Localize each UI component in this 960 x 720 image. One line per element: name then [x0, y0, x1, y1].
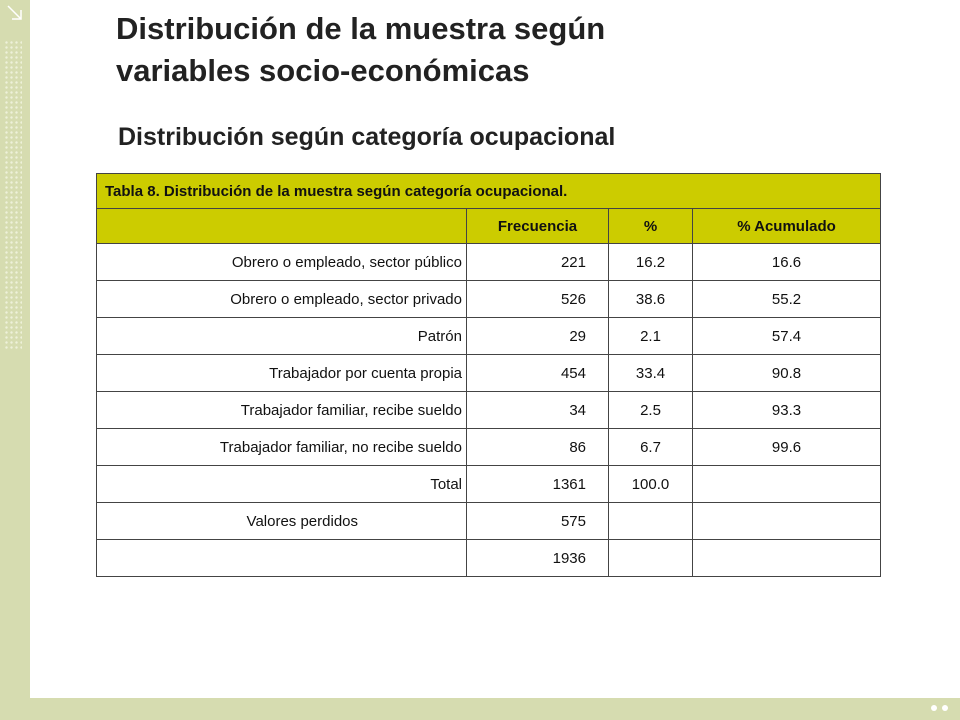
- frequency-cell: 86: [467, 429, 609, 466]
- column-header-frequency: Frecuencia: [467, 209, 609, 244]
- percent-cell: 100.0: [609, 466, 693, 503]
- table-row-grand-total: [97, 540, 881, 577]
- cumulative-cell: 57.4: [693, 318, 881, 355]
- column-header-percent: %: [609, 209, 693, 244]
- cumulative-cell: 99.6: [693, 429, 881, 466]
- table-caption: Tabla 8. Distribución de la muestra según categoría ocupacional.: [97, 174, 881, 209]
- frequency-cell: 34: [467, 392, 609, 429]
- frequency-cell: 221: [467, 244, 609, 281]
- cumulative-cell: [693, 466, 881, 503]
- percent-cell: 6.7: [609, 429, 693, 466]
- occupational-category-table: [96, 173, 881, 577]
- slide-title: [116, 8, 605, 92]
- category-cell: Trabajador familiar, recibe sueldo: [97, 392, 467, 429]
- frequency-cell: 526: [467, 281, 609, 318]
- table-row: [97, 281, 881, 318]
- cumulative-cell: 90.8: [693, 355, 881, 392]
- table-row-total: [97, 466, 881, 503]
- percent-cell: 38.6: [609, 281, 693, 318]
- cumulative-cell: 55.2: [693, 281, 881, 318]
- category-cell: Obrero o empleado, sector privado: [97, 281, 467, 318]
- cumulative-cell: 16.6: [693, 244, 881, 281]
- left-frame-bar: [0, 0, 30, 720]
- category-cell: Total: [97, 466, 467, 503]
- decorative-bottom-dots: [926, 698, 948, 716]
- category-cell: Obrero o empleado, sector público: [97, 244, 467, 281]
- table-header-row: [97, 209, 881, 244]
- decorative-dot: [931, 705, 937, 711]
- category-cell: [97, 540, 467, 577]
- cumulative-cell: 93.3: [693, 392, 881, 429]
- frequency-cell: 29: [467, 318, 609, 355]
- slide-title-line-2: variables socio-económicas: [116, 53, 530, 88]
- arrow-down-right-icon: [4, 2, 26, 24]
- decorative-dot-pattern: [4, 40, 22, 350]
- cumulative-cell: [693, 503, 881, 540]
- frequency-cell: 1936: [467, 540, 609, 577]
- frequency-cell: 454: [467, 355, 609, 392]
- percent-cell: 33.4: [609, 355, 693, 392]
- frequency-cell: 575: [467, 503, 609, 540]
- category-cell: Trabajador familiar, no recibe sueldo: [97, 429, 467, 466]
- category-cell: Valores perdidos: [97, 503, 467, 540]
- slide-subtitle: Distribución según categoría ocupacional: [118, 123, 616, 151]
- table-row: [97, 429, 881, 466]
- frequency-cell: 1361: [467, 466, 609, 503]
- percent-cell: 2.1: [609, 318, 693, 355]
- column-header-cumulative: % Acumulado: [693, 209, 881, 244]
- table-row: [97, 355, 881, 392]
- cumulative-cell: [693, 540, 881, 577]
- percent-cell: 2.5: [609, 392, 693, 429]
- column-header-category: [97, 209, 467, 244]
- table-row-missing: [97, 503, 881, 540]
- category-cell: Trabajador por cuenta propia: [97, 355, 467, 392]
- slide-title-line-1: Distribución de la muestra según: [116, 11, 606, 46]
- percent-cell: [609, 503, 693, 540]
- category-cell: Patrón: [97, 318, 467, 355]
- table-row: [97, 244, 881, 281]
- table-row: [97, 318, 881, 355]
- percent-cell: 16.2: [609, 244, 693, 281]
- decorative-dot: [942, 705, 948, 711]
- percent-cell: [609, 540, 693, 577]
- table-row: [97, 392, 881, 429]
